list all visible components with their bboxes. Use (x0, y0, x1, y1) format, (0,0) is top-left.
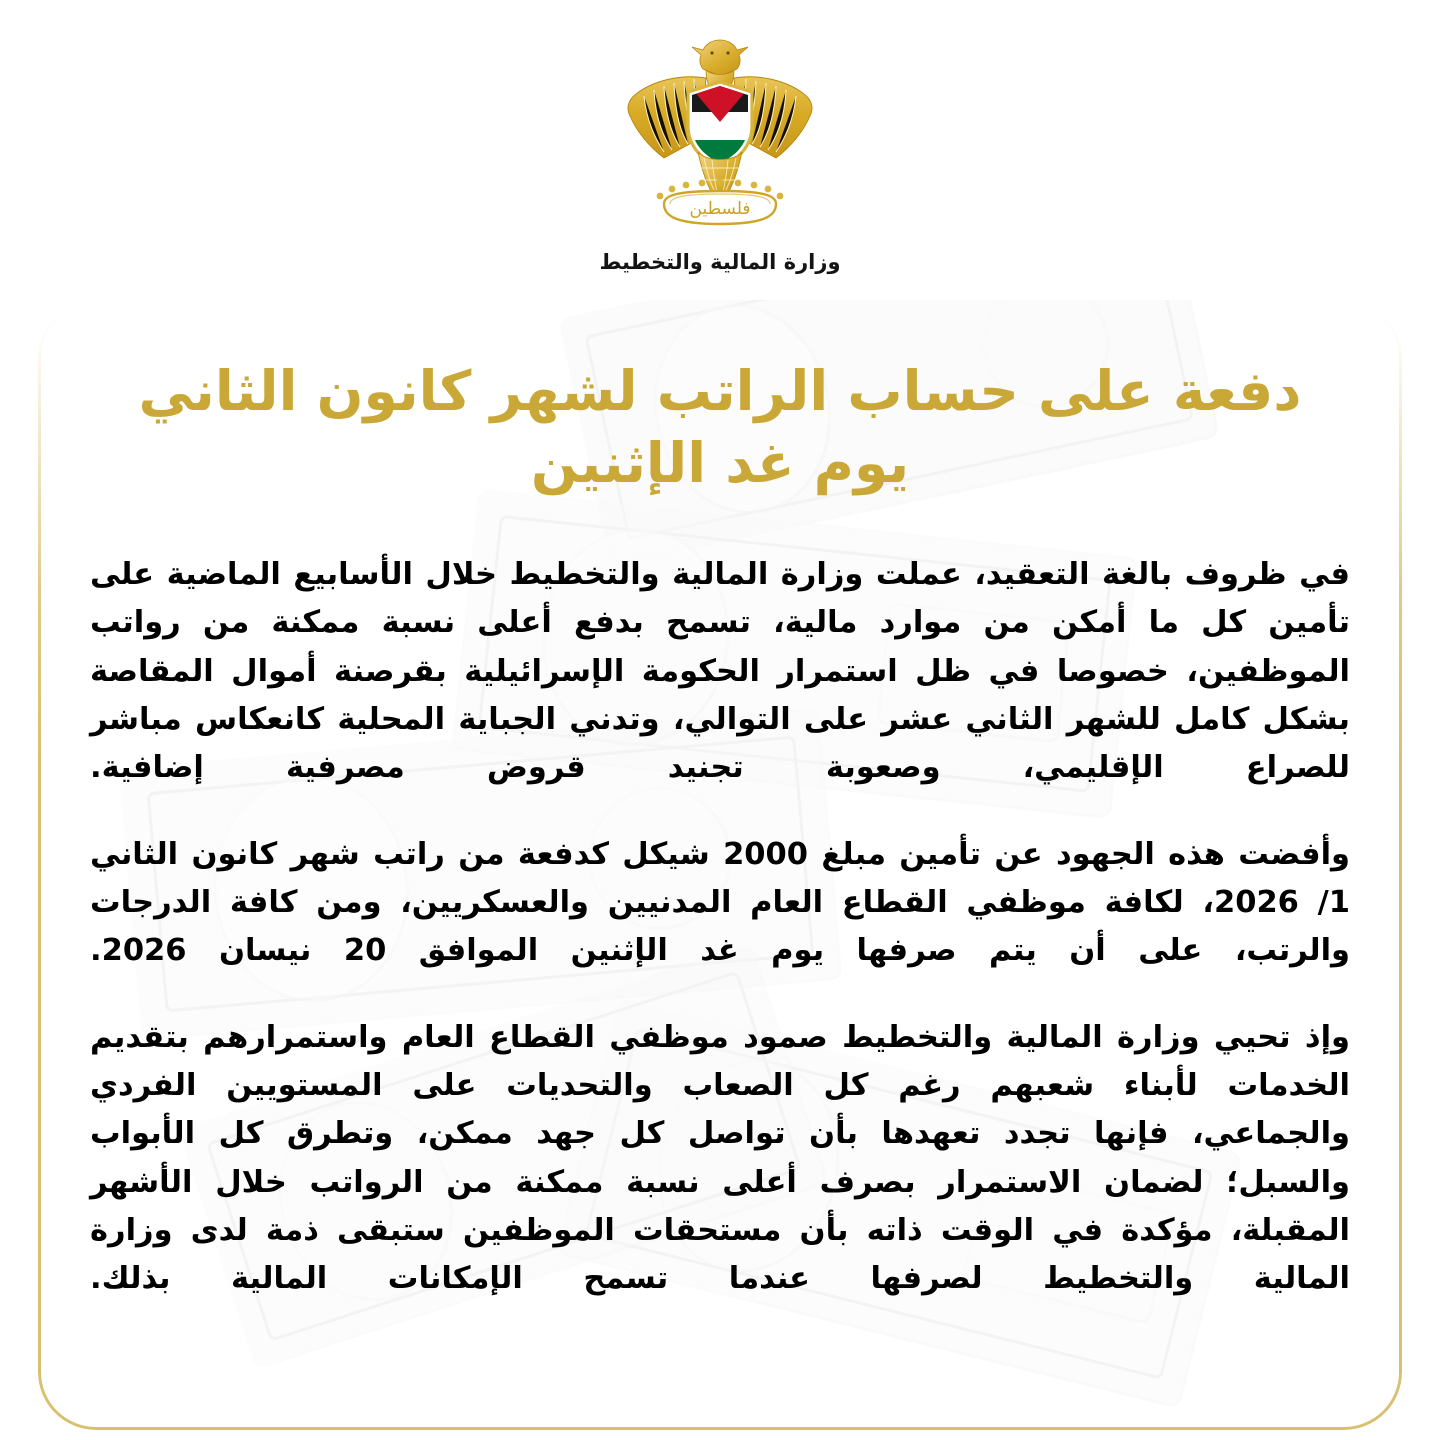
body-paragraph-3: وإذ تحيي وزارة المالية والتخطيط صمود موظفي القطاع العام واستمرارهم بتقديم الخدمات لأبناء شعبهم رغم كل الصعاب والتحديات على المستويين الفردي والجماعي، فإنها تجدد تعهدها بأن تواصل كل جهد ممكن، وتطرق كل الأبواب والسبل؛ لضمان الاستمرار بصرف أعلى نسبة ممكنة من الرواتب خلال الأشهر المقبلة، مؤكدة في الوقت ذاته بأن مستحقات الموظفين ستبقى ذمة لدى وزارة المالية والتخطيط لصرفها عندما تسمح الإمكانات المالية بذلك. (90, 1019, 1350, 1297)
palestine-eagle-emblem (620, 34, 820, 242)
emblem-scroll-text: فلسطين (689, 199, 751, 219)
body-paragraph-1: في ظروف بالغة التعقيد، عملت وزارة المالية والتخطيط خلال الأسابيع الماضية على تأمين كل ما أمكن من موارد مالية، تسمح بدفع أعلى نسبة ممكنة من رواتب الموظفين، خصوصا في ظل استمرار الحكومة الإسرائيلية بقرصنة أموال المقاصة بشكل كامل للشهر الثاني عشر على التوالي، وتدني الجباية المحلية كانعكاس مباشر للصراع الإقليمي، وصعوبة تجنيد قروض مصرفية إضافية. (90, 557, 1350, 786)
palestine-flag-shield (688, 82, 752, 170)
body-paragraph-2: وأفضت هذه الجهود عن تأمين مبلغ 2000 شيكل كدفعة من راتب شهر كانون الثاني 1/ 2026، لكافة موظفي القطاع العام المدنيين والعسكريين، ومن كافة الدرجات والرتب، على أن يتم صرفها يوم غد الإثنين الموافق 20 نيسان 2026. (90, 836, 1351, 969)
announcement-content (38, 300, 1402, 1430)
eagle-head (692, 40, 748, 76)
header (0, 0, 1440, 300)
headline-line-2: يوم غد الإثنين (530, 430, 910, 495)
ministry-name: وزارة المالية والتخطيط (599, 250, 841, 274)
headline-line-1: دفعة على حساب الراتب لشهر كانون الثاني (138, 359, 1302, 423)
flag-bands (688, 84, 752, 170)
page-title (115, 356, 1325, 499)
